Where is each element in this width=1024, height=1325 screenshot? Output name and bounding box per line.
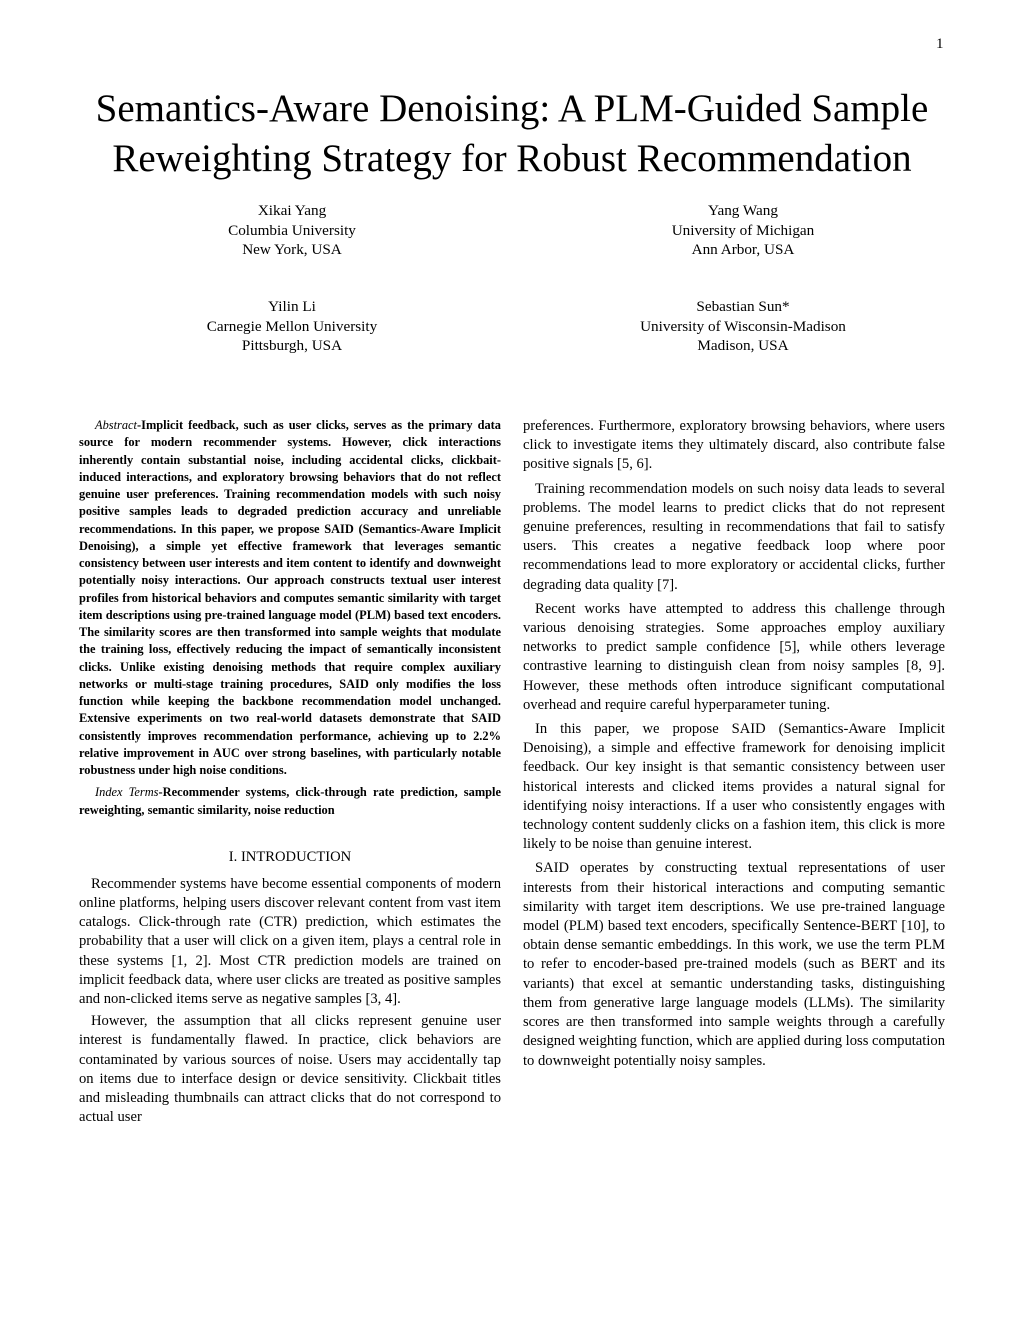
title-line-1: Semantics-Aware Denoising: A PLM-Guided Sample: [95, 87, 929, 130]
author-affiliation: Carnegie Mellon University: [206, 317, 378, 335]
author-name: Sebastian Sun*: [696, 298, 790, 315]
author-location: Ann Arbor, USA: [691, 241, 795, 258]
author-affiliation: University of Michigan: [671, 221, 815, 239]
author-location: New York, USA: [242, 241, 342, 258]
body-paragraph: Training recommendation models on such noisy data leads to several problems. The model learns to predict clicks that do not represent genuine preferences, resulting in recommendations that fail to satisfy users. This creates a negative feedback loop where poor recommendations lead to more exploratory or accidental clicks, further degrading data quality [7].: [523, 480, 945, 593]
author-location: Pittsburgh, USA: [241, 337, 343, 354]
left-column: [79, 417, 501, 1130]
author-block-2: [583, 201, 903, 260]
author-block-4: [583, 297, 903, 356]
right-column: [523, 417, 945, 1076]
body-paragraph: SAID operates by constructing textual representations of user interests from their historical interactions and computing semantic similarity with target item descriptions. We use pre-trained language model (PLM) based text encoders, specifically Sentence-BERT [10], to obtain dense semantic embeddings. In this work, we use the term PLM to refer to encoder-based pre-trained models (such as BERT and its variants) that excel at semantic understanding tasks, distinguishing them from generative large language models (LLMs). The similarity scores are then transformed into sample weights through a carefully designed weighting function, which are applied during loss computation to downweight potentially noisy samples.: [523, 860, 945, 1069]
body-paragraph-continued: preferences. Furthermore, exploratory browsing behaviors, where users click to investigate items they ultimately discard, also contribute false positive signals [5, 6].: [523, 418, 945, 473]
abstract: [79, 417, 501, 779]
abstract-label: Abstract: [95, 418, 137, 432]
author-location: Madison, USA: [697, 337, 789, 354]
body-paragraph: Recent works have attempted to address this challenge through various denoising strategies. Some approaches employ auxiliary networks to predict sample confidence [5], while others leverage contrastive learning to distinguish clean from noisy samples [8, 9]. However, these methods often introduce significant computational overhead and require careful hyperparameter tuning.: [523, 600, 945, 713]
author-name: Yilin Li: [268, 298, 316, 315]
author-block-3: [132, 297, 452, 356]
author-name: Yang Wang: [708, 202, 778, 219]
author-name: Xikai Yang: [257, 202, 327, 219]
title-line-2: Reweighting Strategy for Robust Recommendation: [112, 137, 912, 180]
abstract-text: -Implicit feedback, such as user clicks, serves as the primary data source for modern recommender systems. However, click interactions inherently contain substantial noise, including accidental clicks, clickbait-induced interactions, and exploratory browsing behaviors that do not reflect genuine user preferences. Training recommendation models with such noisy positive samples leads to degraded prediction accuracy and unreliable recommendations. In this paper, we propose SAID (Semantics-Aware Implicit Denoising), a simple yet effective framework that leverages semantic consistency between user interests and item content to identify and downweight potentially noisy interactions. Our approach constructs textual user interest profiles from historical behaviors and computes semantic similarity with target item descriptions using pre-trained language model (PLM) based text encoders. The similarity scores are then transformed into sample weights that modulate the training loss, effectively reducing the impact of semantically inconsistent clicks. Unlike existing denoising methods that require complex auxiliary networks or multi-stage training procedures, SAID only modifies the loss function while keeping the backbone recommendation model unchanged. Extensive experiments on two real-world datasets demonstrate that SAID consistently improves recommendation performance, achieving up to 2.2% relative improvement in AUC over strong baselines, with particularly notable robustness under high noise conditions.: [79, 418, 501, 777]
author-affiliation: University of Wisconsin-Madison: [640, 317, 846, 335]
index-terms-text: -Recommender systems, click-through rate prediction, sample reweighting, semantic similarity, noise reduction: [79, 785, 501, 817]
section-heading-introduction: I. INTRODUCTION: [228, 848, 352, 865]
index-terms: [79, 784, 501, 819]
author-block-1: [132, 201, 452, 260]
body-paragraph: In this paper, we propose SAID (Semantics-Aware Implicit Denoising), a simple and effective framework for denoising implicit feedback. Our key insight is that semantic consistency between user historical interests and clicked items provides a natural signal for identifying noisy interactions. If a user who consistently engages with technology content suddenly clicks on a fashion item, this click is more likely to be noise than genuine interest.: [523, 721, 945, 853]
paper-title: [40, 84, 984, 184]
index-terms-label: Index Terms: [95, 785, 159, 800]
author-affiliation: Columbia University: [228, 221, 356, 239]
page-number: 1: [936, 36, 944, 52]
body-paragraph: Recommender systems have become essential components of modern online platforms, helping users discover relevant content from vast item catalogs. Click-through rate (CTR) prediction, which estimates the probability that a user will click on a given item, plays a central role in these systems [1, 2]. Most CTR prediction models are trained on implicit feedback data, where user clicks are treated as positive samples and non-clicked items serve as negative samples [3, 4].: [79, 875, 501, 1007]
body-paragraph: However, the assumption that all clicks represent genuine user interest is fundamentally flawed. In practice, click behaviors are contaminated by various sources of noise. Users may accidentally tap on items due to interface design or device sensitivity. Clickbait titles and misleading thumbnails can attract clicks that do not correspond to actual user: [79, 1013, 501, 1126]
